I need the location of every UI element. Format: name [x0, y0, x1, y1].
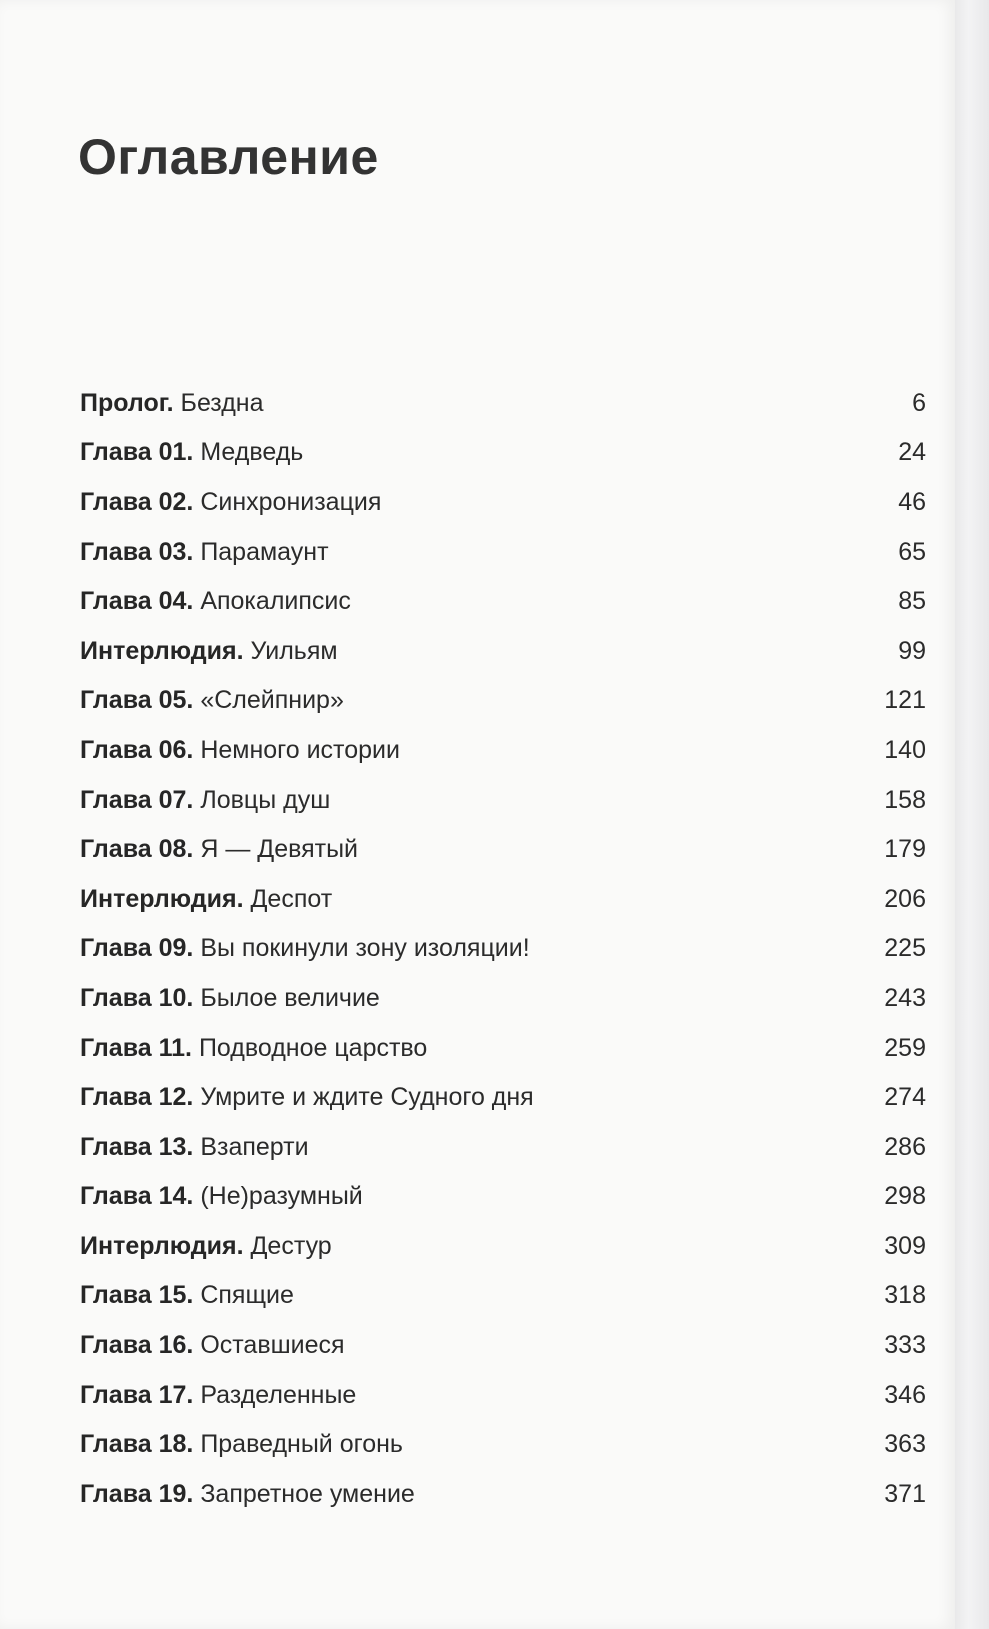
toc-entry-title: [80, 1280, 294, 1310]
toc-entry-name: Разделенные: [200, 1380, 357, 1409]
toc-entry-name: Умрите и ждите Судного дня: [200, 1083, 534, 1112]
toc-entry-page-number: 225: [884, 934, 926, 963]
toc-entry-name: Запретное умение: [200, 1479, 415, 1508]
toc-entry-name: (Не)разумный: [200, 1182, 363, 1211]
toc-entry-label: Глава 09.: [80, 934, 194, 963]
toc-entry-page-number: 274: [884, 1083, 926, 1112]
toc-entry-name: Я — Девятый: [200, 835, 359, 864]
toc-entry-name: «Слейпнир»: [200, 686, 344, 715]
toc-entry-title: [80, 586, 351, 616]
toc-entry: [80, 676, 926, 726]
toc-entry: [80, 1370, 926, 1420]
toc-entry-page-number: 318: [884, 1281, 926, 1310]
toc-entry-label: Глава 10.: [80, 983, 194, 1012]
toc-entry-page-number: 158: [884, 785, 926, 814]
toc-entry-title: [80, 1082, 534, 1112]
toc-entry-name: Бездна: [180, 388, 264, 417]
toc-entry-name: Синхронизация: [200, 487, 382, 516]
toc-entry-label: Глава 04.: [80, 587, 194, 616]
toc-entry-title: [80, 1429, 403, 1459]
toc-entry: [80, 1221, 926, 1271]
toc-entry: [80, 775, 926, 825]
toc-entry-name: Оставшиеся: [200, 1331, 345, 1360]
toc-entry-title: [80, 487, 381, 517]
toc-entry-label: Интерлюдия.: [80, 1231, 244, 1260]
toc-entry-name: Дестур: [250, 1231, 332, 1260]
toc-entry-name: Вы покинули зону изоляции!: [200, 934, 530, 963]
toc-entry-page-number: 333: [884, 1331, 926, 1360]
toc-entry-page-number: 46: [898, 487, 926, 516]
toc-entry-title: [80, 1330, 345, 1360]
toc-entry: [80, 1122, 926, 1172]
toc-entry-page-number: 179: [884, 835, 926, 864]
toc-entry-name: Медведь: [200, 438, 304, 467]
toc-entry: [80, 527, 926, 577]
toc-entry: [80, 924, 926, 974]
toc-entry: [80, 1469, 926, 1519]
toc-entry-page-number: 85: [898, 587, 926, 616]
toc-entry-label: Интерлюдия.: [80, 636, 244, 665]
toc-entry-title: [80, 537, 329, 567]
page-title: Оглавление: [78, 129, 379, 185]
toc-entry-title: [80, 1231, 332, 1261]
toc-entry: [80, 824, 926, 874]
toc-entry-label: Глава 02.: [80, 487, 194, 516]
toc-entry-title: [80, 1181, 363, 1211]
toc-entry-page-number: 24: [898, 438, 926, 467]
toc-entry-label: Глава 05.: [80, 686, 194, 715]
toc-entry-label: Глава 13.: [80, 1132, 194, 1161]
toc-entry: [80, 1320, 926, 1370]
toc-entry-title: [80, 1132, 309, 1162]
toc-entry: [80, 576, 926, 626]
toc-entry: [80, 1023, 926, 1073]
page-edge: [955, 0, 989, 1629]
toc-entry-page-number: 243: [884, 983, 926, 1012]
toc-entry-name: Немного истории: [200, 735, 400, 764]
toc-entry-page-number: 298: [884, 1182, 926, 1211]
toc-entry-page-number: 206: [884, 884, 926, 913]
toc-entry-page-number: 371: [884, 1479, 926, 1508]
toc-entry: [80, 874, 926, 924]
toc-entry-label: Глава 18.: [80, 1430, 194, 1459]
toc-entry-name: Апокалипсис: [200, 587, 351, 616]
toc-entry-name: Уильям: [250, 636, 338, 665]
toc-entry-label: Глава 11.: [80, 1033, 192, 1062]
toc-entry: [80, 1419, 926, 1469]
table-of-contents: [80, 378, 926, 1519]
toc-entry: [80, 1172, 926, 1222]
toc-entry-page-number: 121: [884, 686, 926, 715]
toc-entry-name: Парамаунт: [200, 537, 329, 566]
toc-entry-name: Подводное царство: [198, 1033, 428, 1062]
toc-entry-page-number: 363: [884, 1430, 926, 1459]
toc-entry-title: [80, 983, 380, 1013]
toc-entry-name: Ловцы душ: [200, 785, 331, 814]
toc-entry-label: Глава 08.: [80, 835, 194, 864]
toc-entry: [80, 973, 926, 1023]
toc-entry-name: Спящие: [200, 1281, 294, 1310]
toc-entry: [80, 1072, 926, 1122]
toc-entry-page-number: 99: [898, 636, 926, 665]
toc-entry-label: Глава 03.: [80, 537, 194, 566]
toc-entry-page-number: 346: [884, 1380, 926, 1409]
toc-entry: [80, 1271, 926, 1321]
toc-entry-title: [80, 1479, 415, 1509]
toc-entry-title: [80, 834, 358, 864]
toc-entry-label: Глава 15.: [80, 1281, 194, 1310]
toc-entry-title: [80, 388, 264, 418]
toc-entry-name: Взаперти: [200, 1132, 309, 1161]
toc-entry: [80, 378, 926, 428]
toc-entry: [80, 428, 926, 478]
toc-entry-label: Глава 07.: [80, 785, 194, 814]
toc-entry-name: Деспот: [250, 884, 333, 913]
toc-entry: [80, 477, 926, 527]
toc-entry-title: [80, 933, 530, 963]
toc-entry-label: Глава 06.: [80, 735, 194, 764]
toc-entry-label: Пролог.: [80, 388, 174, 417]
toc-entry-label: Интерлюдия.: [80, 884, 244, 913]
toc-entry-title: [80, 636, 338, 666]
toc-entry-page-number: 286: [884, 1132, 926, 1161]
toc-entry-page-number: 65: [898, 537, 926, 566]
toc-entry-name: Праведный огонь: [200, 1430, 403, 1459]
toc-entry-title: [80, 1033, 427, 1063]
toc-entry-page-number: 259: [884, 1033, 926, 1062]
toc-entry-page-number: 140: [884, 735, 926, 764]
toc-entry-label: Глава 01.: [80, 438, 194, 467]
toc-entry-page-number: 6: [912, 388, 926, 417]
toc-entry: [80, 626, 926, 676]
toc-entry-name: Былое величие: [200, 983, 380, 1012]
toc-entry-title: [80, 884, 332, 914]
toc-entry-label: Глава 19.: [80, 1479, 194, 1508]
toc-entry-label: Глава 14.: [80, 1182, 194, 1211]
toc-entry-title: [80, 785, 330, 815]
toc-entry: [80, 725, 926, 775]
toc-entry-title: [80, 1380, 356, 1410]
toc-entry-label: Глава 12.: [80, 1083, 194, 1112]
toc-entry-title: [80, 685, 344, 715]
toc-entry-title: [80, 437, 303, 467]
toc-entry-page-number: 309: [884, 1231, 926, 1260]
toc-entry-label: Глава 17.: [80, 1380, 194, 1409]
toc-entry-title: [80, 735, 400, 765]
toc-entry-label: Глава 16.: [80, 1331, 194, 1360]
